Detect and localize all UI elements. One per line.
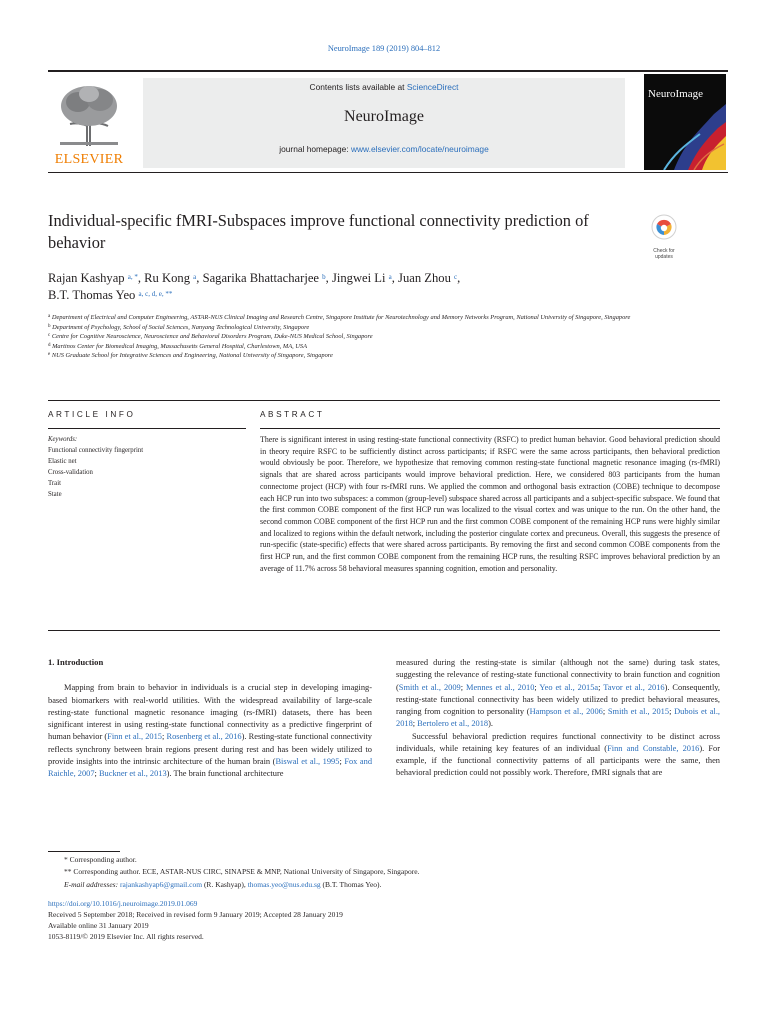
homepage-line [143,144,625,154]
abstract-rule [260,428,720,429]
affiliation-a: $^a$ Department of Electrical and Computer Engineering, ASTAR-NUS Clinical Imaging and Research Centre, Singapore Institute for Neurotechnology and Memory Networks Program, National University of Singapore, Singapore [48,314,631,321]
sciencedirect-link[interactable]: ScienceDirect [406,82,459,92]
masthead-bottom-rule [48,172,728,173]
elsevier-logo[interactable] [48,78,130,170]
citation-link[interactable]: Rosenberg et al., 2016 [166,732,242,742]
citation-link[interactable]: Hampson et al., 2006 [529,707,603,716]
affiliations [48,313,708,361]
body-paragraph: Mapping from brain to behavior in individuals is a crucial step in developing imaging-based biomarkers with real-world utilities. With the widespread availability of large-scale resting-state functional magnetic resonance imaging (rs-fMRI) datasets, there has been significant interest in using resting-state functional connectivity as a predictive fingerprint of human behavior (Finn et al., 2015; Rosenberg et al., 2016). Resting-state functional connectivity reflects synchrony between brain regions present during rest and has been widely utilized to provide insights into the intrinsic architecture of the human brain (Biswal et al., 1995; Fox and Raichle, 2007; Buckner et al., 2013). The brain functional architecture [48,683,373,778]
journal-cover-image[interactable] [644,74,726,170]
author-6[interactable]: B.T. Thomas Yeo $^{a, c, d, e, **}$ [48,288,173,302]
citation-link[interactable]: Tavor et al., 2016 [603,682,665,692]
received-dates: Received 5 September 2018; Received in revised form 9 January 2019; Accepted 28 January 2019 [48,910,343,919]
journal-name[interactable]: NeuroImage [344,108,424,125]
abstract-text: There is significant interest in using resting-state functional connectivity (RSFC) to predict human behavior. Good behavioral prediction should in theory require RSFC to be sufficiently distinct across participants; if RSFC were the same across participants, then behavioral prediction would obviously be poor. Therefore, we hypothesize that removing common resting-state functional magnetic resonance imaging (rs-fMRI) signals that are shared across participants would improve behavioral prediction. Here, we considered 803 participants from the human connectome project (HCP) with four rs-fMRI runs. We applied the common and orthogonal basis extraction (COBE) technique to decompose each HCP run into two subspaces: a common (group-level) subspace shared across all participants and a subject-specific subspace. We found that the first common COBE component of the first HCP run was localized to the visual cortex and was unique to the run. On the other hand, the second common COBE component of the first HCP run and the first common COBE component of the remaining HCP runs were highly similar and localized to regions within the default network, including the posterior cingulate cortex and precuneus. Overall, this suggests the presence of run-specific (state-specific) effects that were shared across participants. By removing the first and second common COBE components from the first HCP run, and the first common COBE component from the remaining HCP runs, the resulting RSFC improves behavioral prediction by an average of 11.7% across 58 behavioral measures spanning cognition, emotion and personality. [260,435,720,573]
footnote-corresponding-2: ** Corresponding author. ECE, ASTAR-NUS CIRC, SINAPSE & MNP, National University of Singapore, Singapore. [64,867,420,877]
elsevier-wordmark: ELSEVIER [54,152,124,167]
masthead [48,70,728,172]
contents-line [143,82,625,92]
contents-prefix: Contents lists available at [309,82,407,92]
journal-homepage-link[interactable]: www.elsevier.com/locate/neuroimage [350,144,489,154]
citation-link[interactable]: Bertolero et al., 2018 [417,719,489,729]
masthead-center [143,78,625,168]
keyword: Elastic net [48,458,77,465]
keyword: State [48,491,62,498]
keywords [48,434,246,500]
citation-link[interactable]: Smith et al., 2015 [607,707,670,716]
footnotes [48,854,720,891]
copyright: 1053-8119/© 2019 Elsevier Inc. All rights reserved. [48,932,204,941]
doi-link[interactable]: https://doi.org/10.1016/j.neuroimage.2019.01.069 [48,899,198,908]
affiliation-c: $^c$ Centre for Cognitive Neuroscience, Neuroscience and Behavioral Disorders Program, Duke-NUS Medical School, Singapore [48,333,373,341]
email-link-kashyap[interactable]: rajankashyap6@gmail.com [119,879,203,889]
citation-link[interactable]: Mennes et al., 2010 [466,682,535,692]
citation-link[interactable]: Finn et al., 2015 [107,732,162,742]
body-column-left [48,656,372,780]
keyword: Functional connectivity fingerprint [48,447,144,454]
journal-reference[interactable]: NeuroImage 189 (2019) 804–812 [327,44,441,53]
citation-link[interactable]: Yeo et al., 2015a [539,682,599,692]
author-2[interactable]: Ru Kong $^a$ [144,271,197,285]
body-paragraph: Successful behavioral prediction requires functional connectivity to be distinct across individuals, while retaining key features of an individual (Finn and Constable, 2016). For example, if the functional connectivity patterns of all participants were the same, then behavioral prediction could not possibly work. Therefore, fMRI signals that are [396,731,720,778]
elsevier-tree-icon [56,82,122,148]
affiliation-e: $^e$ NUS Graduate School for Integrative Sciences and Engineering, National University of Singapore, Singapore [48,352,333,360]
available-online: Available online 31 January 2019 [48,921,149,930]
check-for-updates-button[interactable] [644,214,684,258]
body-column-right [396,657,720,780]
body-paragraph: measured during the resting-state is similar (although not the same) during task states, suggesting the relevance of resting-state functional connectivity to brain function and cognition (Smith et al., 2009; Mennes et al., 2010; Yeo et al., 2015a; Tavor et al., 2016). Consequently, resting-state functional connectivity has been widely utilized to predict behavioral measures, ranging from cognition to personality (Hampson et al., 2006; Smith et al., 2015; Dubois et al., 2018; Bertolero et al., 2018). [396,658,721,729]
footnote-corresponding-1: * Corresponding author. [64,855,137,864]
check-for-updates-icon [651,214,677,242]
article-info-heading: ARTICLE INFO [48,410,136,419]
article-info-rule [48,428,246,429]
author-3[interactable]: Sagarika Bhattacharjee $^b$ [202,271,326,285]
article-metadata [48,898,720,942]
email-link-yeo[interactable]: thomas.yeo@nus.edu.sg [247,879,321,889]
keyword: Cross-validation [48,469,93,476]
keyword: Trait [48,480,61,487]
check-for-updates-label: Check for updates [653,248,675,260]
footnote-emails: E-mail addresses: rajankashyap6@gmail.com (R. Kashyap), thomas.yeo@nus.edu.sg (B.T. Thomas Yeo). [64,879,382,889]
homepage-prefix: journal homepage: [279,144,351,154]
section-heading-introduction: 1. Introduction [48,657,104,667]
cover-title: NeuroImage [648,88,703,100]
affiliation-d: $^d$ Martinos Center for Biomedical Imaging, Massachusetts General Hospital, Charlestown, MA, USA [48,342,308,350]
affiliation-b: $^b$ Department of Psychology, School of Social Sciences, Nanyang Technological University, Singapore [48,323,310,331]
footnote-rule [48,851,120,852]
citation-link[interactable]: Buckner et al., 2013 [98,769,167,778]
section-divider [48,630,720,631]
author-5[interactable]: Juan Zhou $^c$ [398,271,458,285]
citation-link[interactable]: Fox and Raichle, 2007 [48,756,373,778]
citation-link[interactable]: Biswal et al., 1995 [275,756,340,766]
author-list: Rajan Kashyap $^{a, *}$, Ru Kong $^a$, Sagarika Bhattacharjee $^b$, Jingwei Li $^a$, Juan Zhou $^c$, B.T. Thomas Yeo $^{a, c, d, e, **}$ [48,271,461,302]
citation-link[interactable]: Smith et al., 2009 [398,682,461,692]
email-label: E-mail addresses: [64,879,120,889]
section-divider [48,400,720,401]
article-title: Individual-specific fMRI-Subspaces improve functional connectivity prediction of behavior [48,211,589,252]
keywords-label: Keywords: [48,436,78,443]
abstract-heading: ABSTRACT [260,410,325,419]
citation-link[interactable]: Finn and Constable, 2016 [607,743,700,753]
author-4[interactable]: Jingwei Li $^a$ [331,271,392,285]
citation-link[interactable]: Dubois et al., 2018 [396,707,721,729]
author-1[interactable]: Rajan Kashyap $^{a, *}$ [48,271,138,285]
